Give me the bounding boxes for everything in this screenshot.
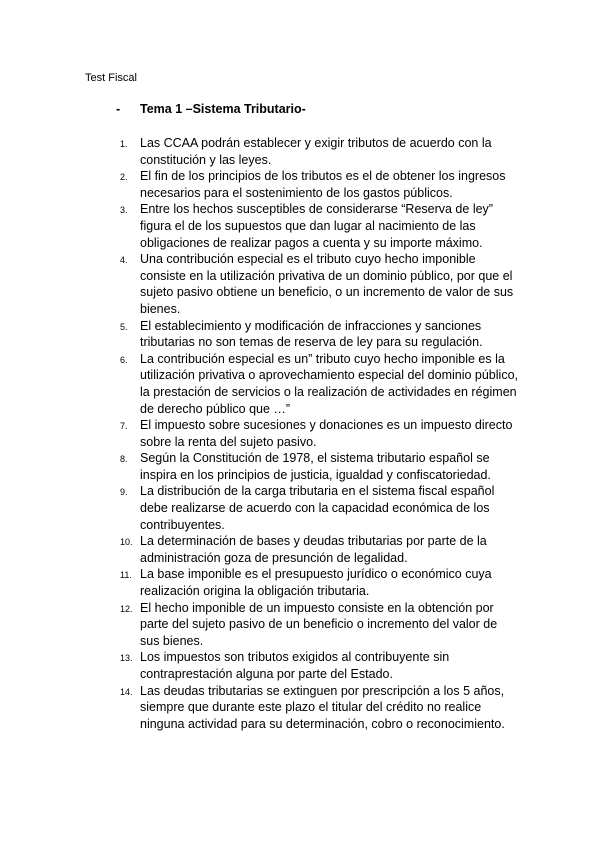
item-text: El establecimiento y modificación de infracciones y sanciones tributarias no son temas de reserva de ley para su regulación. (140, 318, 483, 350)
item-number: 2. (120, 172, 128, 183)
list-item (0, 600, 600, 650)
item-text: Los impuestos son tributos exigidos al contribuyente sin contraprestación alguna por parte del Estado. (140, 650, 450, 681)
list-item (0, 450, 600, 483)
item-number: 12. (120, 603, 133, 614)
item-text: Las deudas tributarias se extinguen por prescripción a los 5 años, siempre que durante este plazo el titular del crédito no realice ninguna actividad para su determinación, cobro o reconocimiento. (140, 683, 505, 731)
list-item (0, 566, 600, 599)
question-list (0, 135, 600, 732)
item-number: 3. (120, 205, 128, 216)
list-item (0, 351, 600, 417)
item-text: Entre los hechos susceptibles de considerarse “Reserva de ley” figura el de los supuestos que dan lugar al nacimiento de las obligaciones de realizar pagos a cuenta y su importe máximo. (140, 202, 493, 250)
item-text: La distribución de la carga tributaria en el sistema fiscal español debe realizarse de acuerdo con la capacidad económica de los contribuyentes. (140, 484, 495, 532)
section-heading (116, 101, 306, 117)
item-text: La base imponible es el presupuesto jurídico o económico cuya realización origina la obligación tributaria. (140, 567, 492, 599)
item-number: 5. (120, 321, 128, 332)
item-text: El impuesto sobre sucesiones y donaciones es un impuesto directo sobre la renta del sujeto pasivo. (140, 418, 513, 449)
list-item (0, 683, 600, 733)
list-item (0, 533, 600, 566)
list-item (0, 201, 600, 251)
item-text: Una contribución especial es el tributo cuyo hecho imponible consiste en la utilización privativa de un dominio público, por que el sujeto pasivo obtiene un beneficio, o un incremento de valor de sus bienes. (140, 252, 514, 316)
item-number: 4. (120, 255, 128, 266)
list-item (0, 483, 600, 533)
item-number: 7. (120, 421, 128, 432)
item-text: El fin de los principios de los tributos es el de obtener los ingresos necesarios para el sostenimiento de los gastos públicos. (140, 169, 506, 200)
item-number: 10. (120, 537, 133, 548)
list-item (0, 649, 600, 682)
item-number: 13. (120, 653, 133, 664)
item-text: El hecho imponible de un impuesto consiste en la obtención por parte del sujeto pasivo de un beneficio o incremento del valor de sus bienes. (140, 600, 498, 648)
item-number: 8. (120, 454, 128, 465)
item-number: 11. (120, 570, 132, 581)
section-bullet: - (116, 102, 121, 116)
item-number: 9. (120, 487, 128, 498)
item-text: La determinación de bases y deudas tributarias por parte de la administración goza de presunción de legalidad. (140, 534, 487, 565)
list-item (0, 417, 600, 450)
item-text: La contribución especial es un” tributo cuyo hecho imponible es la utilización privativa o aprovechamiento especial del dominio público, la prestación de servicios o la realización de actividades en régimen de derecho público que …” (140, 351, 518, 416)
list-item (0, 135, 600, 168)
item-number: 1. (120, 139, 128, 149)
document-header-title: Test Fiscal (85, 72, 137, 84)
item-number: 6. (120, 354, 128, 365)
item-text: Según la Constitución de 1978, el sistema tributario español se inspira en los principios de justicia, igualdad y confiscatoriedad. (140, 451, 491, 482)
item-number: 14. (120, 686, 133, 697)
list-item (0, 318, 600, 351)
section-title: Tema 1 –Sistema Tributario- (140, 102, 306, 116)
list-item (0, 168, 600, 201)
list-item (0, 251, 600, 317)
item-text: Las CCAA podrán establecer y exigir tributos de acuerdo con la constitución y las leyes. (140, 136, 492, 167)
